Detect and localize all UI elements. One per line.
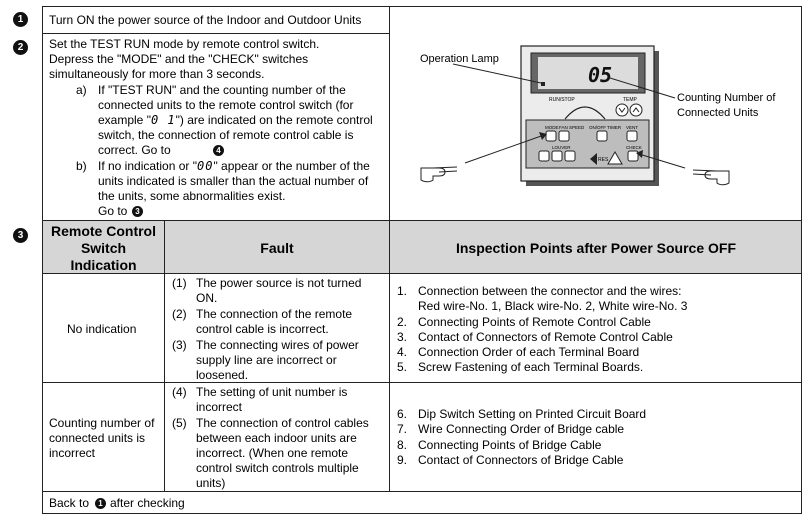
pointing-hand-right-icon xyxy=(421,167,457,182)
step-2a-line-3 xyxy=(98,113,373,128)
step-2b-line-2: units indicated is smaller than the actual number of xyxy=(98,174,369,188)
row-divider-3 xyxy=(42,382,802,383)
check-button[interactable] xyxy=(628,151,638,161)
operation-lamp-indicator xyxy=(541,82,545,86)
goto-3-badge[interactable]: 3 xyxy=(132,206,143,217)
vent-button[interactable] xyxy=(627,131,637,141)
header-indication: Remote Control Switch Indication xyxy=(51,223,156,273)
res-label: RES xyxy=(598,157,609,163)
inspection-2-text: Connecting Points of Remote Control Cable xyxy=(418,315,651,329)
inspection-1-num: 1. xyxy=(397,284,408,298)
step-2-line-1: Set the TEST RUN mode by remote control switch. xyxy=(49,37,320,51)
pointing-hand-left-icon xyxy=(693,170,729,185)
row2-indication-line-3: incorrect xyxy=(49,446,96,460)
step-2a-line-5: correct. Go to xyxy=(98,143,171,157)
display-count: 05 xyxy=(588,63,613,87)
step-2b-line-3: the units, some abnormalities exist. xyxy=(98,189,286,203)
inspection-3-text: Contact of Connectors of Remote Control Cable xyxy=(418,330,673,344)
step-2a-line-1: If "TEST RUN" and the counting number of the xyxy=(98,83,346,97)
step-2b-line-4: Go to xyxy=(98,204,128,218)
fan-speed-button[interactable] xyxy=(559,131,569,141)
fault-3-line-1: The connecting wires of power xyxy=(196,338,359,352)
step-2a-line-3-pre: example " xyxy=(98,113,151,127)
operation-lamp-label: Operation Lamp xyxy=(420,53,499,65)
row2-indication-line-2: connected units is xyxy=(49,431,146,445)
louver-button[interactable] xyxy=(552,151,562,161)
step-2b-line-1 xyxy=(98,159,370,174)
fault-2-line-2: control cable is incorrect. xyxy=(196,322,329,336)
inspection-8-text: Connecting Points of Bridge Cable xyxy=(418,438,602,452)
inspection-6-text: Dip Switch Setting on Printed Circuit Board xyxy=(418,407,647,421)
step-2a-line-2: connected units to the remote control switch (for xyxy=(98,98,354,112)
fault-3-line-2: supply line are incorrect or xyxy=(196,353,337,367)
row2-indication-line-1: Counting number of xyxy=(49,416,155,430)
figure-column-divider xyxy=(389,6,390,220)
fault-1-line-2: ON. xyxy=(196,291,218,305)
step-2-line-3: simultaneously for more than 3 seconds. xyxy=(49,67,265,81)
fault-5-line-3: incorrect. (When one remote xyxy=(196,446,349,460)
step-1-text: Turn ON the power source of the Indoor and Outdoor Units xyxy=(49,13,362,27)
fault-5-num: (5) xyxy=(172,416,187,430)
zero-display-value: 00 xyxy=(196,159,214,173)
step-2-line-2: Depress the "MODE" and the "CHECK" switches xyxy=(49,52,309,66)
step-2b-line-1-post: " appear or the number of the xyxy=(213,159,370,173)
inspection-1-line-1: Connection between the connector and the wires: xyxy=(418,284,682,298)
fault-5-line-5: units) xyxy=(196,476,226,490)
timer-label: ON/OFF TIMER xyxy=(589,125,622,130)
right-button[interactable] xyxy=(565,151,575,161)
step-3-badge: 3 xyxy=(13,228,28,243)
inspection-5-num: 5. xyxy=(397,360,408,374)
inspection-6-num: 6. xyxy=(397,407,408,421)
row1-indication: No indication xyxy=(67,322,137,336)
fault-4-line-2: incorrect xyxy=(196,400,243,414)
fault-5-line-2: between each indoor units are xyxy=(196,431,357,445)
step-2a-label: a) xyxy=(76,83,87,97)
fault-4-num: (4) xyxy=(172,385,187,399)
fault-1-num: (1) xyxy=(172,276,187,290)
left-button[interactable] xyxy=(539,151,549,161)
vent-label: VENT xyxy=(626,125,639,130)
fault-4-line-1: The setting of unit number is xyxy=(196,385,348,399)
fault-5-line-4: control switch controls multiple xyxy=(196,461,359,475)
goto-4-badge[interactable]: 4 xyxy=(213,145,224,156)
step-2b-line-1-pre: If no indication or " xyxy=(98,159,197,173)
step-2b-label: b) xyxy=(76,159,87,173)
fault-3-num: (3) xyxy=(172,338,187,352)
fan-speed-label: FAN SPEED xyxy=(559,125,585,130)
header-fault: Fault xyxy=(260,240,294,256)
fault-2-line-1: The connection of the remote xyxy=(196,307,353,321)
temp-label: TEMP xyxy=(623,97,637,103)
back-pre: Back to xyxy=(49,496,90,510)
inspection-1-line-2: Red wire-No. 1, Black wire-No. 2, White wire-No. 3 xyxy=(418,299,688,313)
col-divider-2 xyxy=(389,221,390,491)
inspection-9-text: Contact of Connectors of Bridge Cable xyxy=(418,453,624,467)
col-divider-1 xyxy=(164,221,165,491)
fault-5-line-1: The connection of control cables xyxy=(196,416,369,430)
counting-label-line-1: Counting Number of xyxy=(677,92,776,104)
fault-2-num: (2) xyxy=(172,307,187,321)
back-to-1-badge[interactable]: 1 xyxy=(95,498,106,509)
fault-3-line-3: loosened. xyxy=(196,368,249,382)
step-2a-line-3-post: ") are indicated on the remote control xyxy=(175,113,373,127)
check-label: CHECK xyxy=(626,145,642,150)
inspection-2-num: 2. xyxy=(397,315,408,329)
louver-label: LOUVER xyxy=(552,145,571,150)
inspection-4-text: Connection Order of each Terminal Board xyxy=(418,345,640,359)
counting-label-line-2: Connected Units xyxy=(677,107,759,119)
row-divider-1 xyxy=(42,33,390,34)
inspection-9-num: 9. xyxy=(397,453,408,467)
header-inspection: Inspection Points after Power Source OFF xyxy=(455,240,737,256)
row-divider-4 xyxy=(42,491,802,492)
inspection-3-num: 3. xyxy=(397,330,408,344)
example-display-value: 0 1 xyxy=(150,113,176,127)
timer-button[interactable] xyxy=(597,131,607,141)
step-2-badge: 2 xyxy=(13,40,28,55)
runstop-label: RUN/STOP xyxy=(549,97,575,103)
step-1-badge: 1 xyxy=(13,12,28,27)
back-post: after checking xyxy=(110,496,185,510)
step-2a-line-4: switch, the connection of remote control cable is xyxy=(98,128,354,142)
inspection-5-text: Screw Fastening of each Terminal Boards. xyxy=(418,360,644,374)
inspection-4-num: 4. xyxy=(397,345,408,359)
fault-1-line-1: The power source is not turned xyxy=(196,276,362,290)
mode-button[interactable] xyxy=(546,131,556,141)
inspection-8-num: 8. xyxy=(397,438,408,452)
inspection-7-text: Wire Connecting Order of Bridge cable xyxy=(418,422,625,436)
mode-label: MODE xyxy=(545,125,559,130)
inspection-7-num: 7. xyxy=(397,422,408,436)
temp-up-button[interactable] xyxy=(630,104,642,116)
temp-down-button[interactable] xyxy=(616,104,628,116)
